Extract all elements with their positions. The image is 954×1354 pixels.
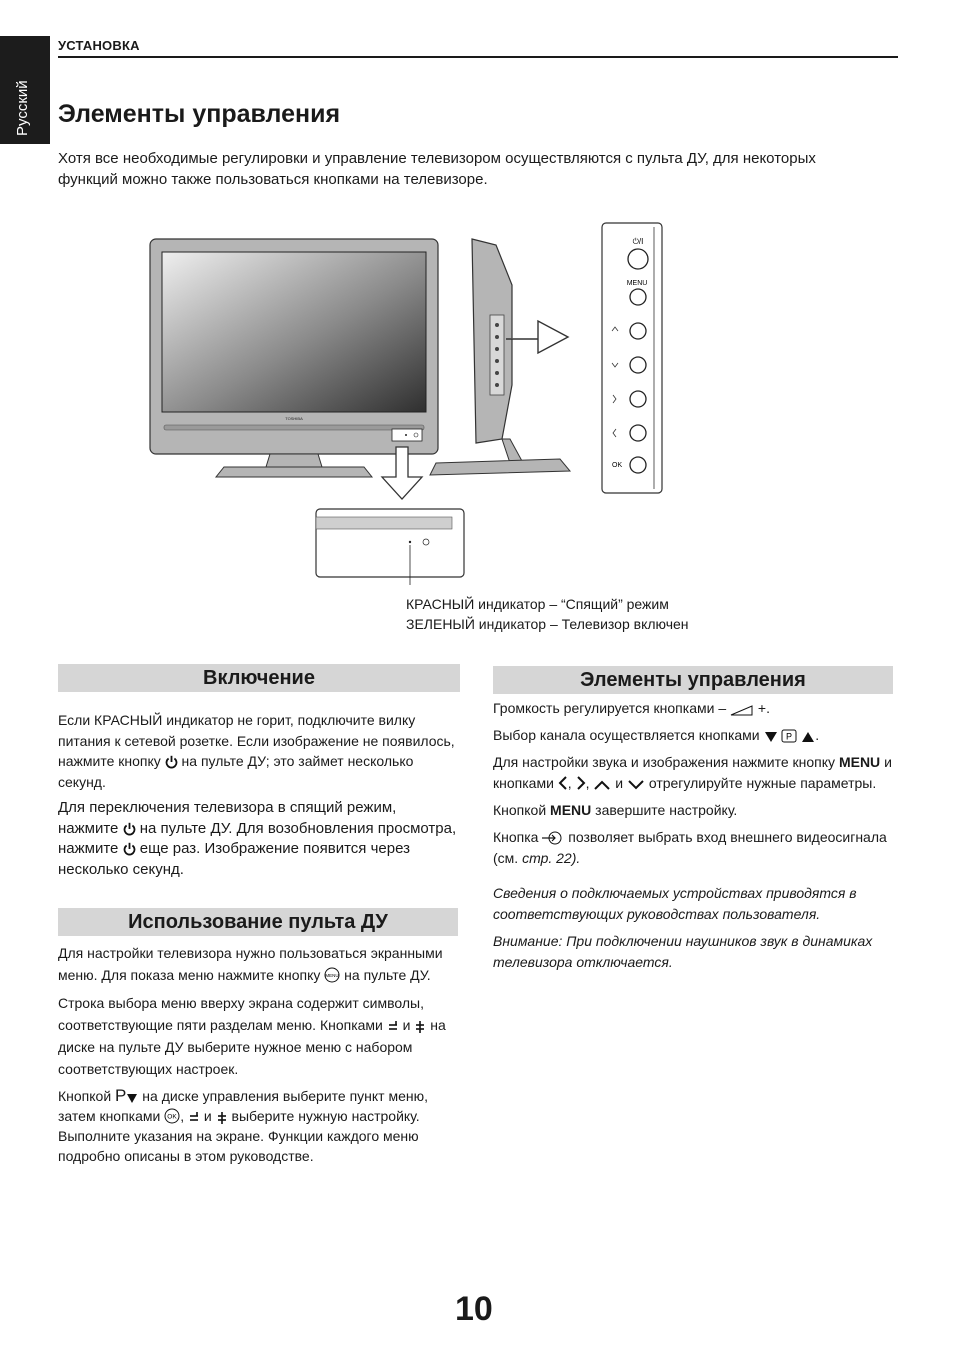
ok-button-icon (164, 1108, 180, 1124)
controls-p3-b: и кнопками (493, 754, 892, 791)
menu-word: MENU (550, 802, 592, 818)
remote-p3-a: Кнопкой (58, 1088, 112, 1104)
power-icon (123, 822, 136, 836)
intro-text: Хотя все необходимые регулировки и управление телевизором осуществляются с пульта ДУ, для некоторых функций можно также пользоваться кнопками на телевизоре. (58, 150, 816, 188)
controls-p1-b: +. (757, 700, 770, 716)
power-icon (165, 755, 178, 769)
p-button-glyph: P (115, 1086, 127, 1105)
down-chevron-icon (627, 779, 645, 791)
controls-p4-b: завершите настройку. (595, 802, 738, 818)
menu-right-icon (414, 1019, 426, 1033)
power-p2-a: Для переключения телевизора в спящий режим, нажмите (58, 799, 397, 837)
caption-red: КРАСНЫЙ индикатор – “Спящий” режим (406, 596, 669, 612)
controls-p3-d: , (585, 775, 590, 791)
controls-p2-b: . (815, 727, 820, 743)
down-arrow-icon (126, 1092, 138, 1104)
tv-diagram (140, 215, 740, 585)
svg-text:P: P (786, 731, 793, 742)
brand-logo: TOSHIBA (285, 416, 303, 421)
control-panel-illustration (602, 223, 662, 493)
power-p2-b: на пульте ДУ. Для возобновления просмотра, нажмите (58, 819, 457, 857)
controls-section (493, 698, 895, 979)
remote-p2-a: Строка выбора меню вверху экрана содержит символы, соответствующие пяти разделам меню. Кнопками (58, 995, 424, 1033)
tv-front-illustration (150, 239, 438, 477)
up-chevron-icon (593, 779, 611, 791)
menu-word: MENU (838, 754, 881, 770)
controls-p1-a: Громкость регулируется кнопками – (493, 700, 727, 716)
controls-p5-b: позволяет выбрать вход внешнего видеосигнала (см. (493, 829, 887, 866)
channel-up-icon (801, 731, 815, 743)
caption-green: ЗЕЛЕНЫЙ индикатор – Телевизор включен (406, 616, 689, 632)
section-header: УСТАНОВКА (58, 38, 140, 53)
power-p1-a: Если КРАСНЫЙ индикатор не горит, подключите вилку питания к сетевой розетке. Если изображение не появилось, нажмите кнопку (58, 712, 455, 769)
remote-p1-a: Для настройки телевизора нужно пользоваться экранными меню. Для показа меню нажмите кнопку (58, 945, 443, 983)
menu-left-icon (387, 1019, 399, 1033)
program-p-icon (781, 729, 797, 743)
power-p1-b: на пульте ДУ; это займет несколько секунд. (58, 753, 414, 790)
remote-p1-b: на пульте ДУ. (344, 967, 431, 983)
controls-p3-c: , (567, 775, 572, 791)
remote-p3-b: на диске управления выберите пункт меню, затем кнопками (58, 1088, 428, 1124)
svg-text:MENU: MENU (325, 973, 339, 978)
power-icon (123, 842, 136, 856)
controls-p2-a: Выбор канала осуществляется кнопками (493, 727, 760, 743)
remote-p2-c: на диске на пульте ДУ выберите нужное меню с набором соответствующих настроек. (58, 1017, 446, 1077)
controls-p3-e: и (615, 775, 624, 791)
right-chevron-icon (576, 775, 586, 791)
controls-heading: Элементы управления (493, 666, 893, 694)
note-headphones: Внимание: При подключении наушников звук в динамиках телевизора отключается. (493, 933, 873, 970)
remote-heading: Использование пульта ДУ (58, 908, 458, 936)
power-heading: Включение (58, 664, 460, 692)
power-p2-c: еще раз. Изображение появится через несколько секунд. (58, 840, 410, 878)
power-section (58, 710, 458, 886)
remote-p3-c: , (180, 1108, 185, 1124)
menu-left-icon (188, 1110, 200, 1124)
note-devices: Сведения о подключаемых устройствах приводятся в соответствующих руководствах пользователя. (493, 885, 857, 922)
channel-down-icon (764, 731, 778, 743)
left-chevron-icon (558, 775, 568, 791)
volume-icon (730, 704, 754, 716)
page-reference: стр. 22). (522, 850, 581, 866)
controls-p3-a: Для настройки звука и изображения нажмите кнопку (493, 754, 836, 770)
remote-p3-e: выберите нужную настройку. Выполните указания на экране. Функции каждого меню подробно описаны в этом руководстве. (58, 1108, 420, 1164)
language-tab (0, 36, 50, 144)
menu-button-icon (324, 967, 340, 983)
controls-p4-a: Кнопкой (493, 802, 547, 818)
menu-right-icon (216, 1110, 228, 1124)
header-divider (58, 56, 898, 58)
remote-section (58, 942, 460, 1172)
input-source-icon (542, 831, 564, 845)
panel-power-label: ⏻/I (632, 237, 644, 246)
remote-p3-d: и (203, 1108, 212, 1124)
panel-menu-label: MENU (626, 280, 648, 287)
language-tab-label: Русский (14, 80, 31, 136)
controls-p5-a: Кнопка (493, 829, 539, 845)
panel-ok-label: OK (612, 462, 623, 469)
remote-p2-b: и (402, 1017, 411, 1033)
tv-side-illustration (430, 239, 570, 475)
page-title: Элементы управления (58, 100, 341, 128)
indicator-caption (406, 594, 689, 634)
controls-p3-f: отрегулируйте нужные параметры. (648, 775, 877, 791)
page-number: 10 (455, 1290, 493, 1328)
svg-text:OK: OK (167, 1113, 177, 1121)
